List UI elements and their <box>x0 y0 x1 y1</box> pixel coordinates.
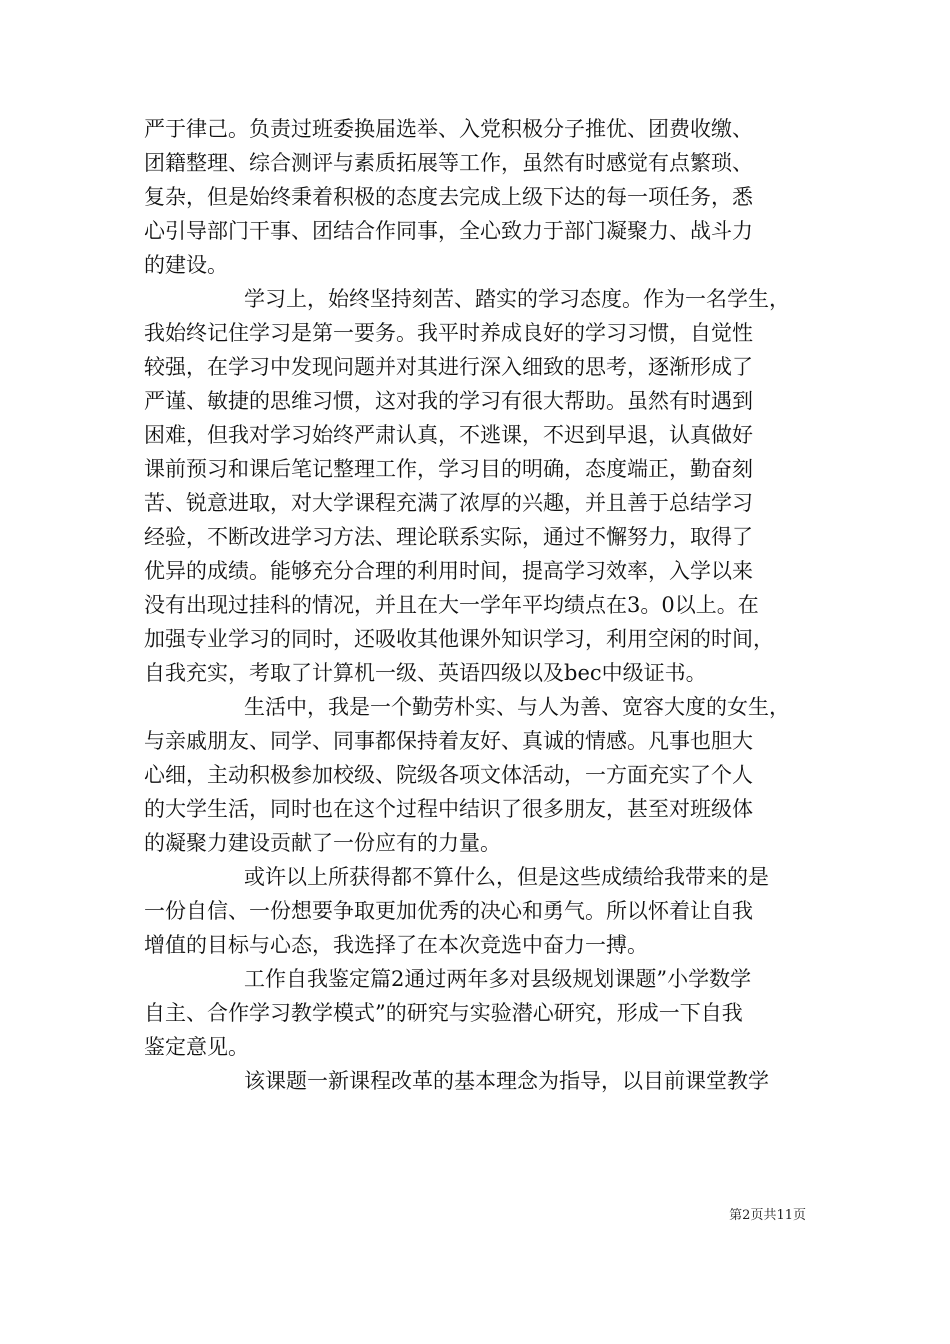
text-line: 团籍整理、综合测评与素质拓展等工作，虽然有时感觉有点繁琐、 <box>144 151 753 175</box>
text-line: 苦、锐意进取，对大学课程充满了浓厚的兴趣，并且善于总结学习 <box>144 491 753 515</box>
paragraph-first-line: 或许以上所获得都不算什么，但是这些成绩给我带来的是 <box>244 865 769 889</box>
text-line: 心细，主动积极参加校级、院级各项文体活动，一方面充实了个人 <box>144 763 753 787</box>
text-line: 加强专业学习的同时，还吸收其他课外知识学习，利用空闲的时间， <box>144 627 774 651</box>
text-line: 优异的成绩。能够充分合理的利用时间，提高学习效率，入学以来 <box>144 559 753 583</box>
text-line: 严谨、敏捷的思维习惯，这对我的学习有很大帮助。虽然有时遇到 <box>144 389 753 413</box>
text-line: 困难，但我对学习始终严肃认真，不逃课，不迟到早退，认真做好 <box>144 423 753 447</box>
text-line: 经验，不断改进学习方法、理论联系实际，通过不懈努力，取得了 <box>144 525 753 549</box>
text-line: 的大学生活，同时也在这个过程中结识了很多朋友，甚至对班级体 <box>144 797 753 821</box>
text-line: 没有出现过挂科的情况，并且在大一学年平均绩点在3。0以上。在 <box>144 593 759 617</box>
text-line: 复杂，但是始终秉着积极的态度去完成上级下达的每一项任务，悉 <box>144 185 753 209</box>
page-number-footer: 第2页共11页 <box>729 1208 806 1223</box>
text-line: 心引导部门干事、团结合作同事，全心致力于部门凝聚力、战斗力 <box>144 219 753 243</box>
text-line: 课前预习和课后笔记整理工作，学习目的明确，态度端正，勤奋刻 <box>144 457 753 481</box>
paragraph-first-line: 学习上，始终坚持刻苦、踏实的学习态度。作为一名学生， <box>244 287 790 311</box>
text-line: 鉴定意见。 <box>144 1035 249 1059</box>
text-line: 一份自信、一份想要争取更加优秀的决心和勇气。所以怀着让自我 <box>144 899 753 923</box>
text-line: 自主、合作学习教学模式”的研究与实验潜心研究，形成一下自我 <box>144 1001 743 1025</box>
paragraph-first-line: 工作自我鉴定篇2通过两年多对县级规划课题”小学数学 <box>244 967 752 991</box>
text-line: 我始终记住学习是第一要务。我平时养成良好的学习习惯，自觉性 <box>144 321 753 345</box>
paragraph-first-line: 生活中，我是一个勤劳朴实、与人为善、宽容大度的女生， <box>244 695 790 719</box>
text-line: 的凝聚力建设贡献了一份应有的力量。 <box>144 831 501 855</box>
text-line: 增值的目标与心态，我选择了在本次竞选中奋力一搏。 <box>144 933 648 957</box>
text-line: 的建设。 <box>144 253 228 277</box>
text-line: 自我充实，考取了计算机一级、英语四级以及bec中级证书。 <box>144 661 707 685</box>
text-line: 严于律己。负责过班委换届选举、入党积极分子推优、团费收缴、 <box>144 117 753 141</box>
text-line: 较强，在学习中发现问题并对其进行深入细致的思考，逐渐形成了 <box>144 355 753 379</box>
text-line: 与亲戚朋友、同学、同事都保持着友好、真诚的情感。凡事也胆大 <box>144 729 753 753</box>
paragraph-first-line: 该课题一新课程改革的基本理念为指导，以目前课堂教学 <box>244 1069 769 1093</box>
document-body <box>144 112 808 1098</box>
